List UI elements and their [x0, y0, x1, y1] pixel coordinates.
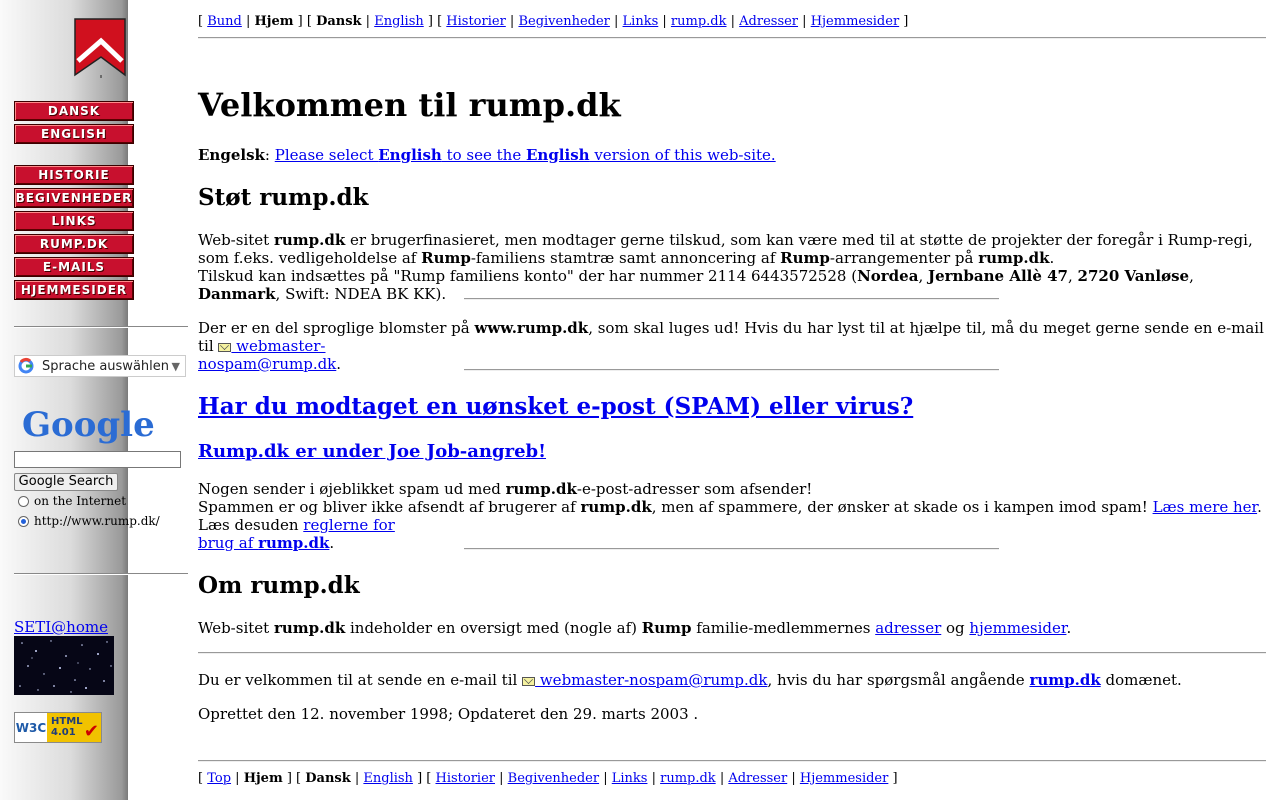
- radio-site-label: http://www.rump.dk/: [34, 514, 160, 528]
- nav-button-hjemmesider[interactable]: HJEMMESIDER: [14, 280, 134, 300]
- html-version: 4.01: [51, 727, 76, 738]
- nav-dansk: Dansk: [316, 14, 362, 29]
- nav-hjem: Hjem: [254, 14, 294, 29]
- page-title: Velkommen til rump.dk: [198, 86, 621, 124]
- mail-icon: [522, 677, 535, 686]
- mail-icon: [218, 343, 231, 352]
- nav-links-bottom[interactable]: Links: [611, 771, 648, 786]
- nav-bund[interactable]: Bund: [207, 14, 242, 29]
- nav-english-bottom[interactable]: English: [363, 771, 413, 786]
- adresser-link[interactable]: adresser: [875, 619, 942, 637]
- radio-internet-label: on the Internet: [34, 494, 127, 508]
- webmaster-email-link[interactable]: webmaster- nospam@rump.dk: [198, 337, 337, 373]
- google-logo-text: Google: [22, 405, 155, 445]
- support-paragraph: Web-sitet rump.dk er brugerfinasieret, men modtager gerne tilskud, som kan være med til at støtte de projekter der foregår i Rump-regi, som f.eks. vedligeholdelse af Rump-familiens stamtræ samt annoncering af Rump-arrangementer på rump.dk. Tilskud kan indsættes på "Rump familiens konto" der har nummer 2114 6443572528 (Nordea, Jernbane Allè 47, 2720 Vanløse, Danmark, Swift: NDEA BK KK).: [198, 231, 1253, 303]
- joejob-heading[interactable]: [198, 441, 546, 462]
- read-more-link[interactable]: Læs mere her: [1152, 498, 1258, 516]
- english-version-link[interactable]: Please select English to see the English version of this web-site.: [274, 146, 776, 164]
- nav-button-begivenheder[interactable]: BEGIVENHEDER: [14, 188, 134, 208]
- html-label: HTML: [51, 716, 83, 727]
- rules-link[interactable]: reglerne for brug af rump.dk: [198, 516, 395, 552]
- seti-link[interactable]: SETI@home: [14, 618, 108, 636]
- nav-button-links[interactable]: LINKS: [14, 211, 134, 231]
- nav-begivenheder[interactable]: Begivenheder: [518, 14, 610, 29]
- checkmark-icon: ✔: [83, 721, 99, 742]
- about-paragraph: Web-sitet rump.dk indeholder en oversigt med (nogle af) Rump familie-medlemmernes adresser og hjemmesider.: [198, 619, 1072, 637]
- about-heading: Om rump.dk: [198, 572, 360, 599]
- w3c-html-badge[interactable]: [14, 712, 102, 743]
- w3c-text: W3C: [15, 713, 47, 742]
- nav-hjem-bottom: Hjem: [243, 771, 283, 786]
- nav-button-dansk[interactable]: DANSK: [14, 101, 134, 121]
- english-notice: Engelsk: Please select English to see the English version of this web-site.: [198, 146, 776, 164]
- joejob-heading-link[interactable]: Rump.dk er under Joe Job-angreb!: [198, 441, 547, 462]
- nav-begivenheder-bottom[interactable]: Begivenheder: [507, 771, 600, 786]
- html-version-label: [47, 713, 101, 742]
- rump-logo-icon[interactable]: [74, 17, 128, 79]
- bottom-divider: [198, 760, 1266, 762]
- language-help-paragraph: Der er en del sproglige blomster på www.rump.dk, som skal luges ud! Hvis du har lyst til at hjælpe til, må du meget gerne sende en e-mail til webmaster- nospam@rump.dk.: [198, 319, 1264, 373]
- support-heading: Støt rump.dk: [198, 184, 369, 211]
- google-g-icon: [18, 358, 34, 374]
- nav-links[interactable]: Links: [622, 14, 659, 29]
- sidebar-divider: [14, 326, 188, 328]
- divider-2: [464, 369, 999, 371]
- divider-3: [464, 548, 999, 550]
- spam-heading-link[interactable]: Har du modtaget en uønsket e-post (SPAM) eller virus?: [198, 393, 914, 420]
- nav-button-historie[interactable]: HISTORIE: [14, 165, 134, 185]
- nav-dansk-bottom: Dansk: [305, 771, 351, 786]
- sidebar-divider-2: [14, 573, 188, 575]
- radio-site-row[interactable]: [18, 514, 160, 528]
- nav-hjemmesider-bottom[interactable]: Hjemmesider: [799, 771, 889, 786]
- nav-rump-dk[interactable]: rump.dk: [670, 14, 727, 29]
- language-select[interactable]: [14, 355, 186, 377]
- webmaster-contact-link[interactable]: webmaster-nospam@rump.dk: [522, 671, 767, 689]
- divider-1: [464, 298, 999, 300]
- nav-rump-dk-bottom[interactable]: rump.dk: [660, 771, 716, 786]
- nav-top[interactable]: Top: [207, 771, 232, 786]
- nav-button-english[interactable]: ENGLISH: [14, 124, 134, 144]
- radio-internet[interactable]: [18, 496, 29, 507]
- bottom-navigation: [ Top | Hjem ] [ Dansk | English ] [ Historier | Begivenheder | Links | rump.dk | Adresser | Hjemmesider ]: [198, 771, 898, 786]
- google-logo: [20, 402, 155, 450]
- nav-historier[interactable]: Historier: [446, 14, 506, 29]
- spam-heading[interactable]: [198, 393, 913, 420]
- radio-site[interactable]: [18, 516, 29, 527]
- nav-adresser-bottom[interactable]: Adresser: [728, 771, 788, 786]
- nav-historier-bottom[interactable]: Historier: [435, 771, 495, 786]
- nav-hjemmesider[interactable]: Hjemmesider: [810, 14, 900, 29]
- nav-english[interactable]: English: [374, 14, 424, 29]
- rump-dk-link[interactable]: rump.dk: [1029, 671, 1101, 689]
- google-search-button[interactable]: Google Search: [14, 473, 118, 491]
- chevron-down-icon: ▼: [171, 359, 180, 373]
- radio-internet-row[interactable]: [18, 494, 126, 508]
- nav-adresser[interactable]: Adresser: [739, 14, 799, 29]
- nav-button-rump-dk[interactable]: RUMP.DK: [14, 234, 134, 254]
- divider-4: [198, 652, 1266, 654]
- top-navigation: [ Bund | Hjem ] [ Dansk | English ] [ Historier | Begivenheder | Links | rump.dk | Adresser | Hjemmesider ]: [198, 14, 909, 29]
- created-updated-text: Oprettet den 12. november 1998; Opdateret den 29. marts 2003 .: [198, 705, 699, 723]
- google-search-input[interactable]: [14, 451, 181, 468]
- nav-button-e-mails[interactable]: E-MAILS: [14, 257, 134, 277]
- seti-starfield-image[interactable]: [14, 636, 114, 695]
- contact-paragraph: Du er velkommen til at sende en e-mail til webmaster-nospam@rump.dk, hvis du har spørgsmål angående rump.dk domænet.: [198, 671, 1182, 689]
- top-divider: [198, 37, 1266, 39]
- engelsk-label: Engelsk: [198, 146, 265, 164]
- hjemmesider-link[interactable]: hjemmesider: [969, 619, 1067, 637]
- spam-paragraph: Nogen sender i øjeblikket spam ud med rump.dk-e-post-adresser som afsender! Spammen er og bliver ikke afsendt af brugerer af rump.dk, men af spammere, der ønsker at skade os i kampen imod spam! Læs mere her. Læs desuden reglerne for brug af rump.dk.: [198, 480, 1262, 552]
- language-select-label: Sprache auswählen: [42, 358, 169, 374]
